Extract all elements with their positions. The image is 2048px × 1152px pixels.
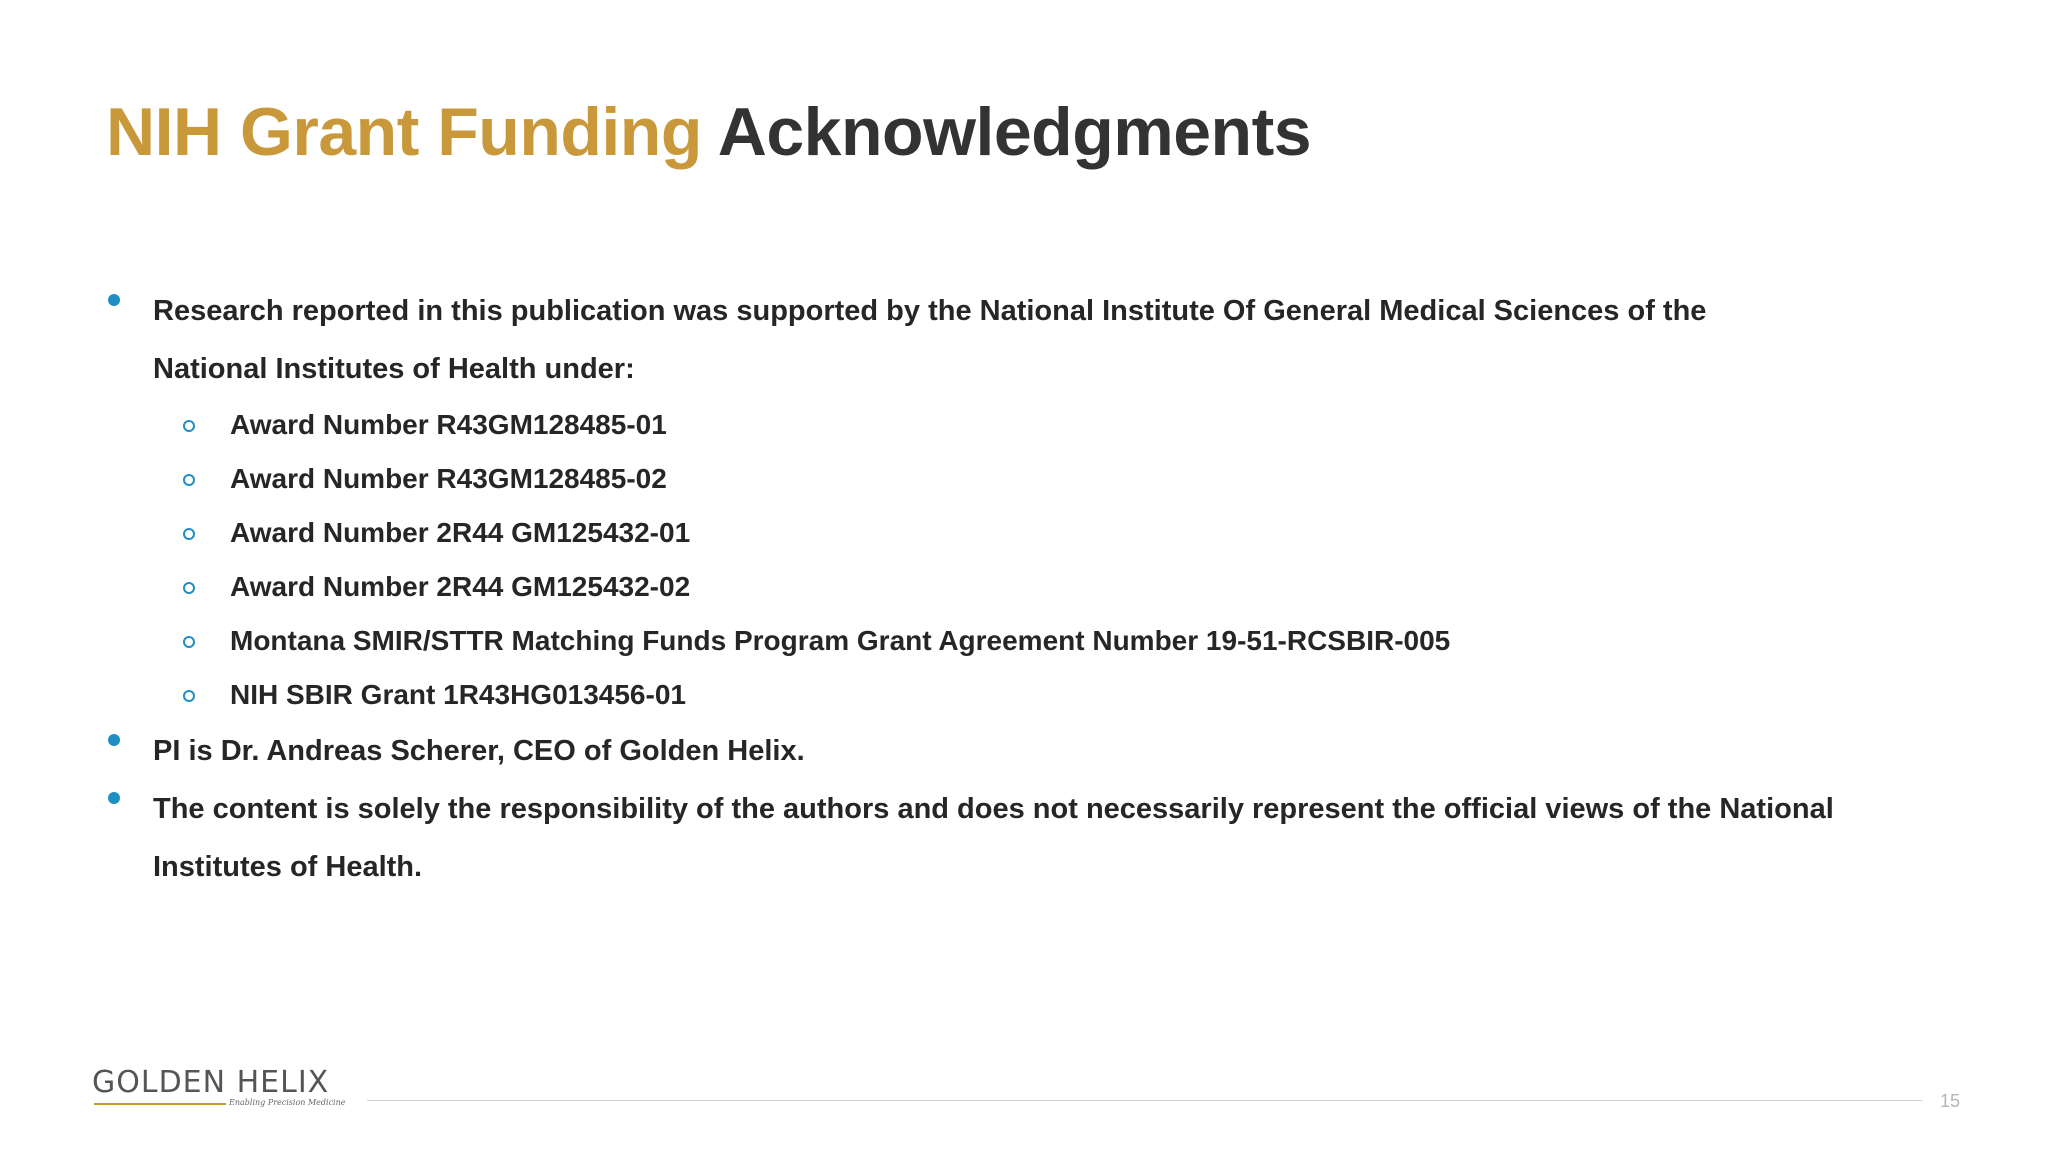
hollow-circle-icon	[183, 474, 195, 486]
page-number: 15	[1940, 1091, 1961, 1111]
bullet-text: National Institutes of Health under:	[153, 353, 635, 385]
sub-item-award	[106, 506, 1906, 560]
sub-item-text: Award Number R43GM128485-02	[230, 463, 667, 494]
bullet-text: The content is solely the responsibility of the authors and does not necessarily represent the official views of the National	[153, 793, 1834, 825]
bullet-disclaimer	[106, 780, 1906, 896]
hollow-circle-icon	[183, 582, 195, 594]
logo-text: GOLDEN HELIX	[92, 1065, 330, 1100]
slide-content	[106, 282, 1906, 896]
golden-helix-logo	[92, 1065, 346, 1108]
bullet-text: Institutes of Health.	[153, 851, 423, 883]
slide-title	[106, 94, 1312, 170]
sub-item-award	[106, 668, 1906, 722]
hollow-circle-icon	[183, 528, 195, 540]
bullet-dot-icon	[108, 792, 120, 804]
bullet-principal-investigator	[106, 722, 1906, 780]
sub-item-award	[106, 452, 1906, 506]
sub-item-text: Award Number 2R44 GM125432-02	[230, 571, 691, 602]
footer-divider	[367, 1100, 1922, 1101]
sub-item-text: Award Number 2R44 GM125432-01	[230, 517, 691, 548]
bullet-text: Research reported in this publication was supported by the National Institute Of General Medical Sciences of the	[153, 295, 1707, 327]
sub-item-text: Award Number R43GM128485-01	[230, 409, 667, 440]
bullet-dot-icon	[108, 294, 120, 306]
hollow-circle-icon	[183, 420, 195, 432]
sub-item-award	[106, 614, 1906, 668]
sub-item-text: NIH SBIR Grant 1R43HG013456-01	[230, 679, 686, 710]
bullet-funding-source	[106, 282, 1906, 398]
title-rest: Acknowledgments	[717, 94, 1312, 170]
bullet-dot-icon	[108, 734, 120, 746]
bullet-text: PI is Dr. Andreas Scherer, CEO of Golden Helix.	[153, 735, 805, 767]
logo-tagline: Enabling Precision Medicine	[229, 1098, 346, 1107]
hollow-circle-icon	[183, 690, 195, 702]
hollow-circle-icon	[183, 636, 195, 648]
title-accent: NIH Grant Funding	[106, 94, 702, 170]
sub-item-award	[106, 560, 1906, 614]
sub-item-text: Montana SMIR/STTR Matching Funds Program Grant Agreement Number 19-51-RCSBIR-005	[230, 625, 1451, 656]
logo-underline	[94, 1103, 226, 1105]
sub-item-award	[106, 398, 1906, 452]
